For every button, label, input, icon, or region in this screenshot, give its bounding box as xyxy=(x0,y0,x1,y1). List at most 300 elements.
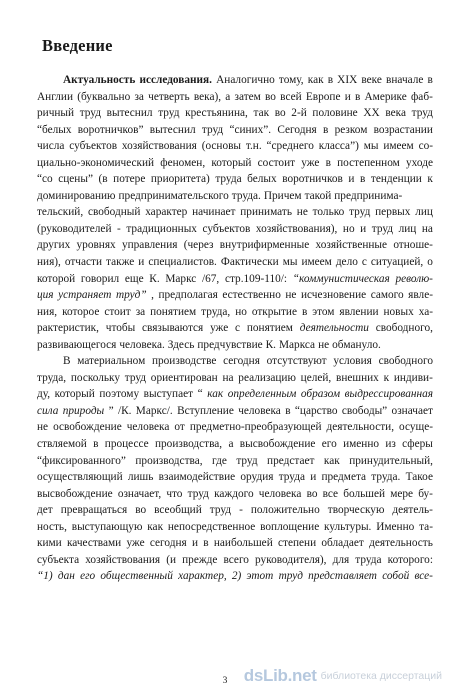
text-word: определенным xyxy=(227,388,297,401)
text-word: затем xyxy=(234,90,261,103)
text-word: человека. xyxy=(119,338,165,351)
text-word: труда, xyxy=(37,371,67,384)
text-word: обмануло. xyxy=(332,338,381,351)
text-word: процессе xyxy=(104,438,149,451)
text-word: чтобы xyxy=(105,322,136,335)
text-word: труда. xyxy=(371,471,401,484)
text-word: характер, xyxy=(178,570,227,583)
text-word: превращаться xyxy=(60,504,128,517)
text-word: (основы xyxy=(201,140,242,153)
text-word: других xyxy=(37,239,71,252)
text-word: понятием xyxy=(246,322,293,335)
text-line xyxy=(37,72,433,89)
text-word: производства, xyxy=(154,438,223,451)
text-word: свободы” xyxy=(341,404,388,417)
text-word: ситуацией, xyxy=(370,256,424,269)
text-word: предстает xyxy=(267,454,315,467)
text-word: этом xyxy=(312,305,335,318)
text-word: поскольку xyxy=(70,371,121,384)
text-word: К. xyxy=(265,338,276,351)
text-word: хозяйственные xyxy=(315,239,388,252)
text-line xyxy=(37,155,433,172)
text-word: т.н. xyxy=(245,140,262,153)
text-line xyxy=(37,320,433,337)
text-word: дан xyxy=(57,570,75,583)
text-word: этот xyxy=(246,570,274,583)
text-word: половине xyxy=(312,107,358,120)
text-word: револю- xyxy=(395,272,433,285)
text-word: для xyxy=(332,553,350,566)
text-word: , xyxy=(151,289,154,302)
text-word: качествами xyxy=(66,537,122,550)
text-word: еще xyxy=(124,272,144,285)
text-line xyxy=(37,469,433,486)
text-word: хозяйствования xyxy=(121,140,197,153)
text-word: начинает xyxy=(192,206,236,219)
text-word: предпринимательского xyxy=(118,189,229,202)
text-word: лиц xyxy=(415,206,433,219)
text-word: тому, xyxy=(278,74,304,86)
text-word: “со xyxy=(37,173,53,186)
text-word: /67, xyxy=(202,272,220,285)
text-word: хозяйствования), xyxy=(255,222,338,235)
text-word: принудительный, xyxy=(349,454,433,467)
text-word: в xyxy=(360,173,366,186)
text-line xyxy=(37,386,433,403)
text-word: но xyxy=(235,305,247,318)
text-word: поэтому xyxy=(99,388,140,401)
text-word: которое xyxy=(62,305,100,318)
text-word: труд xyxy=(411,107,433,120)
text-line xyxy=(37,105,433,122)
text-word: явле- xyxy=(408,289,433,302)
text-word: за xyxy=(135,305,146,318)
text-word: за xyxy=(134,90,144,103)
text-word: в xyxy=(93,438,99,451)
text-word: со- xyxy=(418,140,433,153)
text-word: доминированию xyxy=(37,189,116,202)
text-word: наибольшей xyxy=(213,537,273,550)
text-line xyxy=(37,89,433,106)
text-word: воротничков” xyxy=(77,123,144,136)
text-word: труда. xyxy=(231,189,261,202)
text-line xyxy=(37,204,433,221)
text-word: уходе xyxy=(406,156,433,169)
text-word: в xyxy=(325,156,331,169)
text-word: (и xyxy=(166,553,177,566)
text-word: прежде xyxy=(182,553,218,566)
text-word: мере xyxy=(390,487,414,500)
text-word: Именно xyxy=(376,520,415,533)
text-word: вытеснил xyxy=(149,123,196,136)
text-word: (через xyxy=(183,239,214,252)
text-word: - xyxy=(239,504,243,517)
text-word: приоритета) xyxy=(150,173,210,186)
text-word: в xyxy=(285,404,291,417)
text-word: свободного xyxy=(378,355,433,368)
text-word: ствляемой xyxy=(37,438,87,451)
text-word: ция xyxy=(37,289,54,302)
text-word: о xyxy=(427,256,433,269)
text-word: собой xyxy=(382,570,410,583)
text-line xyxy=(37,436,433,453)
text-word: новых xyxy=(383,305,414,318)
page-number: 3 xyxy=(222,676,228,686)
text-word: Здесь xyxy=(167,338,195,351)
text-word: труда, xyxy=(201,305,231,318)
text-word: только xyxy=(312,206,345,219)
text-word: труда xyxy=(355,553,382,566)
text-word: предпринима- xyxy=(334,189,403,202)
text-word: Фактически xyxy=(220,256,279,269)
text-word: лишь xyxy=(127,471,154,484)
text-word: выдрессированная xyxy=(344,388,433,401)
text-line xyxy=(37,519,433,536)
text-word: ду, xyxy=(37,388,51,401)
text-word: в xyxy=(427,74,433,86)
text-word: труд xyxy=(79,107,101,120)
text-word: внутрифирменные xyxy=(219,239,310,252)
text-word: не xyxy=(37,421,49,434)
text-word: труд xyxy=(158,107,180,120)
text-word: который xyxy=(211,156,252,169)
text-word: ” xyxy=(108,404,114,417)
text-word: тенденции xyxy=(370,173,422,186)
text-word: бу- xyxy=(418,487,433,500)
text-line xyxy=(37,337,433,354)
text-word: труда xyxy=(215,173,242,186)
text-word: производства, xyxy=(135,454,203,467)
text-word: с xyxy=(361,256,367,269)
text-word: и xyxy=(344,90,351,103)
text-word: ния), xyxy=(37,256,61,269)
text-word: все- xyxy=(414,570,433,583)
text-word: не xyxy=(285,289,297,302)
text-line xyxy=(37,502,433,519)
text-word: и xyxy=(138,256,145,269)
text-line xyxy=(37,353,433,370)
text-word: стр.109-110/: xyxy=(224,272,288,285)
text-word: характер xyxy=(145,206,188,219)
text-word: числа xyxy=(37,140,65,153)
text-word: предметно-преобразующей xyxy=(189,421,322,434)
text-word: степени xyxy=(278,537,317,550)
text-word: мы xyxy=(363,140,379,153)
text-word: к xyxy=(383,371,390,384)
text-word: выступающую xyxy=(71,520,143,533)
text-word: уже xyxy=(126,537,145,550)
text-word: класса”) xyxy=(318,140,359,153)
text-word: что xyxy=(166,487,183,500)
text-word: сегодня xyxy=(149,537,187,550)
text-word: (буквально xyxy=(77,90,131,103)
text-word: Актуальность xyxy=(63,74,136,86)
text-word: рактеристик, xyxy=(37,322,99,335)
text-word: труд xyxy=(349,206,371,219)
text-word: ния, xyxy=(37,305,58,318)
text-word: материальном xyxy=(77,355,146,368)
text-word: уже xyxy=(210,322,229,335)
text-word: “среднего xyxy=(266,140,314,153)
text-word: так xyxy=(253,107,270,120)
text-word: и xyxy=(348,173,355,186)
text-word: XX xyxy=(363,107,380,120)
text-word: творческую xyxy=(327,504,385,517)
text-word: деятельности, xyxy=(326,421,395,434)
text-word: Причем xyxy=(263,189,302,202)
text-line xyxy=(37,254,433,271)
text-word: как xyxy=(207,388,224,401)
text-word: крестьянина, xyxy=(185,107,248,120)
text-word: труд xyxy=(209,504,232,517)
text-word: труд xyxy=(187,487,209,500)
text-word: внешних xyxy=(336,371,379,384)
text-word: “царство xyxy=(294,404,338,417)
text-word: такой xyxy=(304,189,332,202)
text-word: тельский, xyxy=(37,206,84,219)
text-word: вначале xyxy=(386,74,424,86)
text-line xyxy=(37,171,433,188)
text-word: и xyxy=(191,537,198,550)
text-line xyxy=(37,221,433,238)
text-word: положительно xyxy=(250,504,320,517)
text-word: все xyxy=(322,487,339,500)
text-word: общественный xyxy=(100,570,173,583)
text-word: во xyxy=(265,90,276,103)
text-word: возрастании xyxy=(373,123,433,136)
text-word: мы xyxy=(282,256,298,269)
text-word: состоит xyxy=(257,156,296,169)
text-word: природы xyxy=(62,404,105,417)
text-word: Сегодня xyxy=(277,123,317,136)
text-word: принимать xyxy=(240,206,292,219)
text-word: к xyxy=(427,173,433,186)
text-word: взаимодействие xyxy=(158,471,236,484)
text-word: высвобождение xyxy=(239,438,316,451)
text-word: условия xyxy=(333,355,372,368)
text-word: освобождение xyxy=(53,421,122,434)
text-word: но xyxy=(342,222,355,235)
text-word: человека xyxy=(238,404,281,417)
text-word: К. xyxy=(149,272,160,285)
text-word: труд xyxy=(201,123,224,136)
text-line xyxy=(37,287,433,304)
text-word: труда xyxy=(278,471,305,484)
text-word: сегодня xyxy=(223,355,260,368)
text-line xyxy=(37,403,433,420)
text-word: где xyxy=(212,454,227,467)
text-word: четверть xyxy=(148,90,190,103)
text-word: как xyxy=(307,74,324,86)
text-word: всего xyxy=(223,553,249,566)
text-word: дет xyxy=(37,504,53,517)
text-word: имеем xyxy=(301,256,332,269)
text-line xyxy=(37,271,433,288)
text-word: во xyxy=(274,107,286,120)
text-word: Англии xyxy=(37,90,73,103)
text-line xyxy=(37,138,433,155)
text-word: (руководителей xyxy=(37,222,112,235)
text-word: потере xyxy=(113,173,146,186)
text-word: Вступление xyxy=(177,404,234,417)
text-word: которого: xyxy=(387,553,433,566)
text-word: производстве xyxy=(151,355,217,368)
watermark-subtitle: библиотека диссертаций xyxy=(320,670,442,682)
text-word: субъектов xyxy=(69,140,118,153)
text-word: связываются xyxy=(142,322,204,335)
text-word: устраняет xyxy=(58,289,112,302)
text-word: труд xyxy=(371,222,394,235)
text-word: и xyxy=(360,222,367,235)
text-word: естественно xyxy=(222,289,281,302)
text-word: деятельность xyxy=(369,537,433,550)
text-word: понятием xyxy=(150,305,197,318)
body-text xyxy=(37,72,433,585)
text-word: исследования. xyxy=(139,74,212,86)
text-word: века xyxy=(385,107,406,120)
text-line xyxy=(37,535,433,552)
text-line xyxy=(37,419,433,436)
text-word: сферы xyxy=(402,438,433,451)
text-word: субъекта xyxy=(37,553,80,566)
text-word: постепенном xyxy=(337,156,400,169)
text-line xyxy=(37,237,433,254)
text-word: циально-экономический xyxy=(37,156,155,169)
text-word: ха- xyxy=(418,305,433,318)
text-word: на xyxy=(421,222,433,235)
text-word: открытие xyxy=(251,305,297,318)
text-word: выступает xyxy=(143,388,194,401)
text-word: воплощение xyxy=(260,520,320,533)
text-word: орудия xyxy=(240,471,274,484)
text-word: во xyxy=(306,487,318,500)
text-word: индиви- xyxy=(393,371,433,384)
text-word: предполагая xyxy=(158,289,218,302)
text-line xyxy=(37,486,433,503)
text-word: а xyxy=(225,90,231,103)
text-word: представляет xyxy=(308,570,377,583)
text-word: фаб- xyxy=(410,90,433,103)
text-word: а xyxy=(228,438,234,451)
text-word: именно xyxy=(343,438,380,451)
text-word: культуры. xyxy=(324,520,372,533)
text-word: отчасти xyxy=(64,256,103,269)
text-word: свободный xyxy=(87,206,141,219)
text-word: деятель- xyxy=(392,504,433,517)
text-word: “ xyxy=(197,388,203,401)
text-word: управления xyxy=(121,239,178,252)
text-word: ность, xyxy=(37,520,67,533)
text-word: свободного, xyxy=(375,322,433,335)
text-word: не xyxy=(296,206,308,219)
text-word: который xyxy=(54,388,95,401)
text-word: его xyxy=(80,570,96,583)
text-line xyxy=(37,568,433,585)
text-word: означает xyxy=(391,404,433,417)
text-word: человека xyxy=(126,421,170,434)
text-word: лиц xyxy=(398,222,417,235)
text-word: дело xyxy=(335,256,358,269)
text-word: на xyxy=(222,371,234,384)
text-word: труд” xyxy=(115,289,147,302)
text-word: сцены” xyxy=(58,173,93,186)
text-line xyxy=(37,188,433,205)
text-line xyxy=(37,122,433,139)
text-word: Америке xyxy=(364,90,407,103)
text-word: отсутствуют xyxy=(266,355,327,368)
text-word: в xyxy=(301,305,308,318)
text-word: непосредственное xyxy=(167,520,256,533)
text-word: из xyxy=(385,438,396,451)
text-word: в xyxy=(322,123,329,136)
text-word: целей, xyxy=(300,371,332,384)
text-line xyxy=(37,370,433,387)
text-word: и xyxy=(310,471,317,484)
text-word: 2) xyxy=(231,570,242,583)
text-word: также xyxy=(106,256,135,269)
text-word: исчезновение xyxy=(300,289,367,302)
text-word: (в xyxy=(98,173,108,186)
text-word: самого xyxy=(370,289,404,302)
text-word: уже xyxy=(301,156,320,169)
text-word: традиционных xyxy=(126,222,197,235)
text-word: труд xyxy=(278,570,303,583)
text-word: /К. xyxy=(117,404,132,417)
text-word: “синих”. xyxy=(229,123,272,136)
text-line xyxy=(37,453,433,470)
text-word: как xyxy=(147,520,164,533)
text-word: как xyxy=(323,454,340,467)
text-word: предчувствие xyxy=(197,338,263,351)
text-word: осуществляющий xyxy=(37,471,123,484)
text-word: уровнях xyxy=(76,239,116,252)
text-word: предмета xyxy=(321,471,367,484)
text-word: в xyxy=(354,90,361,103)
text-word: руководителя), xyxy=(255,553,327,566)
text-word: Аналогично xyxy=(216,74,275,86)
text-word: во xyxy=(135,504,147,517)
text-line xyxy=(37,552,433,569)
text-word: та- xyxy=(419,520,433,533)
text-word: Европе xyxy=(305,90,341,103)
text-word: деятельности xyxy=(299,322,369,335)
text-word: стоит xyxy=(104,305,131,318)
text-word: “белых xyxy=(37,123,72,136)
text-word: обладает xyxy=(321,537,364,550)
text-word: труд xyxy=(236,454,258,467)
text-word: труд xyxy=(124,371,147,384)
text-word: 2-й xyxy=(291,107,307,120)
text-word: века), xyxy=(193,90,222,103)
text-word: означает, xyxy=(117,487,162,500)
text-word: большей xyxy=(343,487,386,500)
text-word: “1) xyxy=(37,570,53,583)
text-word: сила xyxy=(37,404,59,417)
text-word: феномен, xyxy=(160,156,206,169)
text-word: XIX xyxy=(337,74,358,86)
text-word: первых xyxy=(375,206,411,219)
text-word: специалистов. xyxy=(148,256,217,269)
text-word: белых xyxy=(247,173,277,186)
text-word: не xyxy=(318,338,330,351)
text-word: вытеснил xyxy=(106,107,153,120)
text-word: субъектов xyxy=(202,222,251,235)
text-word: Такое xyxy=(405,471,433,484)
text-word: реализацию xyxy=(238,371,296,384)
text-word: Маркс/. xyxy=(135,404,173,417)
text-word: хозяйствования xyxy=(85,553,161,566)
text-word: Маркс xyxy=(165,272,197,285)
